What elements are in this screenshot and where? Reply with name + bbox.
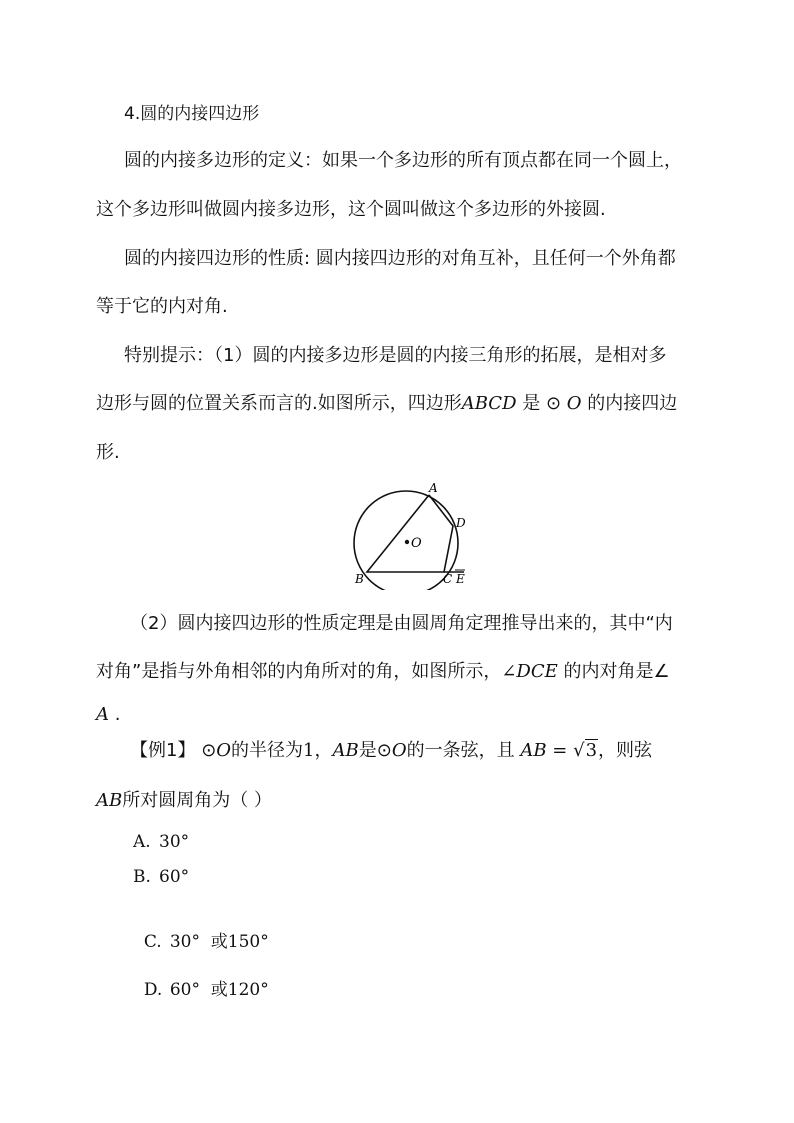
option-c-label: C. xyxy=(143,932,162,952)
circle-o-2: O xyxy=(391,740,407,761)
tip-text-c: 的内接四边 xyxy=(581,393,678,414)
option-d[interactable] xyxy=(133,951,269,1003)
chord-ab: AB xyxy=(332,740,359,761)
eq-sign: = xyxy=(546,740,574,761)
example-text-4: ，则弦 xyxy=(598,740,653,761)
tip2-line-3 xyxy=(96,702,120,728)
example-text-1: 的半径为 xyxy=(231,740,304,761)
tip-text-a: 边形与圆的位置关系而言的.如图所示，四边形 xyxy=(96,393,462,414)
example-line-1 xyxy=(130,738,652,764)
label-B: B xyxy=(355,572,364,586)
label-C: C xyxy=(443,572,453,586)
center-point xyxy=(405,540,409,544)
option-c[interactable] xyxy=(133,903,269,955)
definition-line-1: 圆的内接多边形的定义：如果一个多边形的所有顶点都在同一个圆上， xyxy=(124,150,682,171)
sqrt-radicand: 3 xyxy=(585,740,598,761)
option-a-text: 30° xyxy=(159,832,190,852)
sqrt-expression: √3 xyxy=(573,740,598,761)
property-line-2: 等于它的内对角. xyxy=(96,296,228,317)
option-c-text: 30° 或150° xyxy=(169,932,269,952)
circle-o: O xyxy=(216,740,232,761)
option-b[interactable] xyxy=(133,864,189,890)
option-a-label: A. xyxy=(133,832,151,852)
example-line-2 xyxy=(96,788,272,814)
label-A: A xyxy=(429,481,438,495)
label-O: O xyxy=(411,536,422,551)
chord-ab-2: AB xyxy=(96,790,123,811)
example-text-3: 的一条弦，且 xyxy=(406,740,521,761)
tip-text-b: 是 ⊙ xyxy=(516,393,567,414)
example-sep: ， xyxy=(314,740,333,761)
circle-symbol: ⊙ xyxy=(201,740,217,761)
example-question: 所对圆周角为（ ） xyxy=(122,790,272,811)
option-b-text: 60° xyxy=(159,867,190,887)
example-text-2: 是 xyxy=(358,740,377,761)
tip2-text-end: . xyxy=(109,704,121,725)
eq-ab: AB xyxy=(520,740,547,761)
circle-symbol-2: ⊙ xyxy=(376,740,392,761)
option-d-text: 60° 或120° xyxy=(169,980,269,1000)
definition-line-2: 这个多边形叫做圆内接多边形，这个圆叫做这个多边形的外接圆. xyxy=(96,199,606,220)
tip2-text-b: 的内对角是∠ xyxy=(557,661,670,682)
radius-value: 1 xyxy=(303,740,315,761)
option-b-label: B. xyxy=(133,867,151,887)
section-title: 4.圆的内接四边形 xyxy=(124,104,260,124)
tip2-line-1: （2）圆内接四边形的性质定理是由圆周角定理推导出来的，其中“内 xyxy=(130,613,673,634)
angle-a: A xyxy=(96,704,109,725)
property-line-1: 圆的内接四边形的性质: 圆内接四边形的对角互补，且任何一个外角都 xyxy=(124,248,676,269)
tip2-text-a: 对角”是指与外角相邻的内角所对的角，如图所示， xyxy=(96,661,502,682)
tip2-line-2 xyxy=(96,659,670,685)
label-D: D xyxy=(456,516,466,530)
tip-line-3: 形. xyxy=(96,442,120,463)
quadrilateral-name: ABCD xyxy=(461,393,517,414)
tip-line-2 xyxy=(96,391,677,417)
tip-line-1: 特别提示：（1）圆的内接多边形是圆的内接三角形的拓展，是相对多 xyxy=(124,345,667,366)
angle-dce: ∠DCE xyxy=(501,661,558,682)
quadrilateral-sides xyxy=(367,495,453,572)
circle-center-name: O xyxy=(566,393,582,414)
label-E: E xyxy=(456,572,465,586)
inscribed-quadrilateral-figure xyxy=(340,480,480,590)
option-d-label: D. xyxy=(143,980,163,1000)
option-a[interactable] xyxy=(133,829,189,855)
example-tag: 【例1】 xyxy=(130,740,196,761)
